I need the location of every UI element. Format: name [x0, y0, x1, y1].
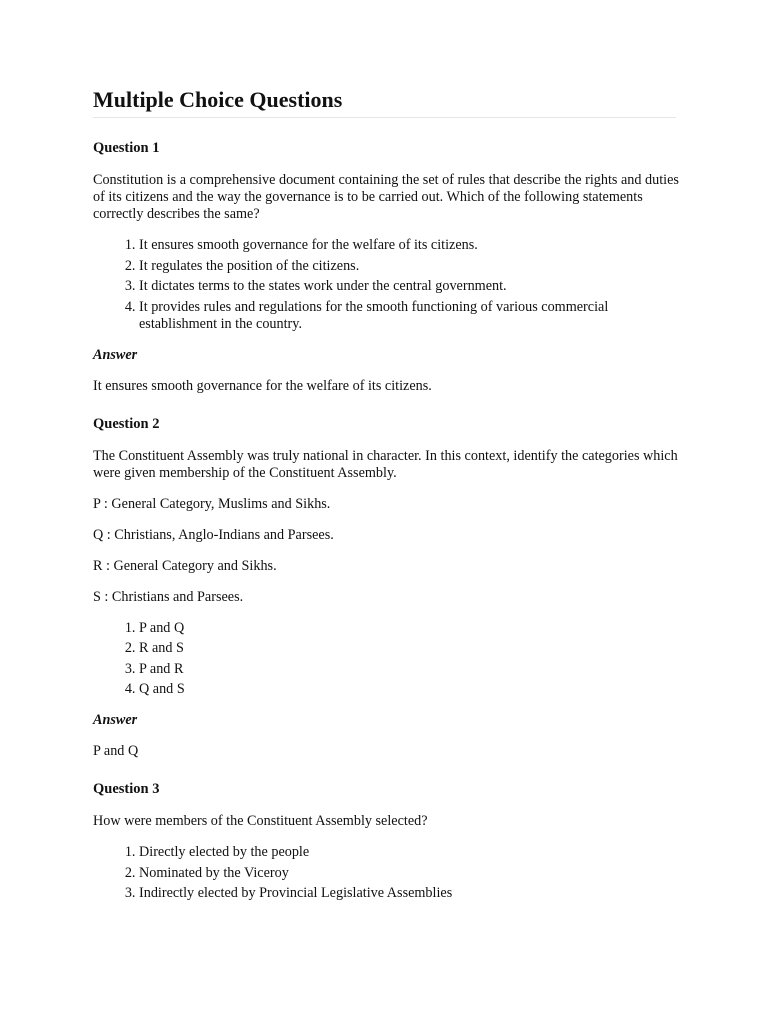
question-3-option-2: 2. Nominated by the Viceroy — [139, 865, 683, 882]
question-2-answer: P and Q — [93, 743, 139, 759]
question-2-statement-r: R : General Category and Sikhs. — [93, 557, 277, 574]
question-1-answer-label: Answer — [93, 346, 138, 363]
question-1-option-1: 1. It ensures smooth governance for the welfare of its citizens. — [139, 237, 683, 254]
question-2-answer-label: Answer — [93, 712, 138, 728]
question-list — [93, 138, 683, 916]
question-2 — [93, 414, 683, 761]
question-1-option-2: 2. It regulates the position of the citizens. — [139, 258, 683, 275]
question-1-option-3: 3. It dictates terms to the states work under the central government. — [139, 278, 683, 295]
question-2-option-4: 4. Q and S — [139, 681, 683, 698]
question-2-options — [93, 620, 683, 699]
question-2-statement-q: Q : Christians, Anglo-Indians and Parsees. — [93, 526, 334, 543]
question-3 — [93, 779, 683, 902]
question-3-option-3: 3. Indirectly elected by Provincial Legislative Assemblies — [139, 885, 683, 902]
question-1-heading: Question 1 — [93, 140, 160, 156]
question-1-answer: It ensures smooth governance for the welfare of its citizens. — [93, 377, 432, 394]
question-2-option-1: 1. P and Q — [139, 620, 683, 637]
question-3-options — [93, 844, 683, 902]
question-2-option-3: 3. P and R — [139, 661, 683, 678]
question-1-options — [93, 237, 683, 333]
question-3-option-1: 1. Directly elected by the people — [139, 844, 683, 861]
question-1-text: Constitution is a comprehensive document containing the set of rules that describe the rights and duties of its citizens and the way the governance is to be carried out. Which of the following statements correctly describes the same? — [93, 172, 679, 222]
question-3-heading: Question 3 — [93, 781, 160, 797]
question-2-heading: Question 2 — [93, 415, 160, 432]
question-1 — [93, 138, 683, 395]
question-2-statement-p: P : General Category, Muslims and Sikhs. — [93, 495, 331, 512]
title-divider — [93, 117, 676, 118]
question-1-option-4: 4. It provides rules and regulations for the smooth functioning of various commercial establishment in the country. — [139, 299, 683, 333]
page-title: Multiple Choice Questions — [93, 87, 343, 112]
question-2-option-2: 2. R and S — [139, 640, 683, 657]
question-3-text: How were members of the Constituent Assembly selected? — [93, 813, 428, 829]
question-2-statement-s: S : Christians and Parsees. — [93, 588, 244, 605]
question-2-text: The Constituent Assembly was truly national in character. In this context, identify the categories which were given membership of the Constituent Assembly. — [93, 447, 678, 481]
